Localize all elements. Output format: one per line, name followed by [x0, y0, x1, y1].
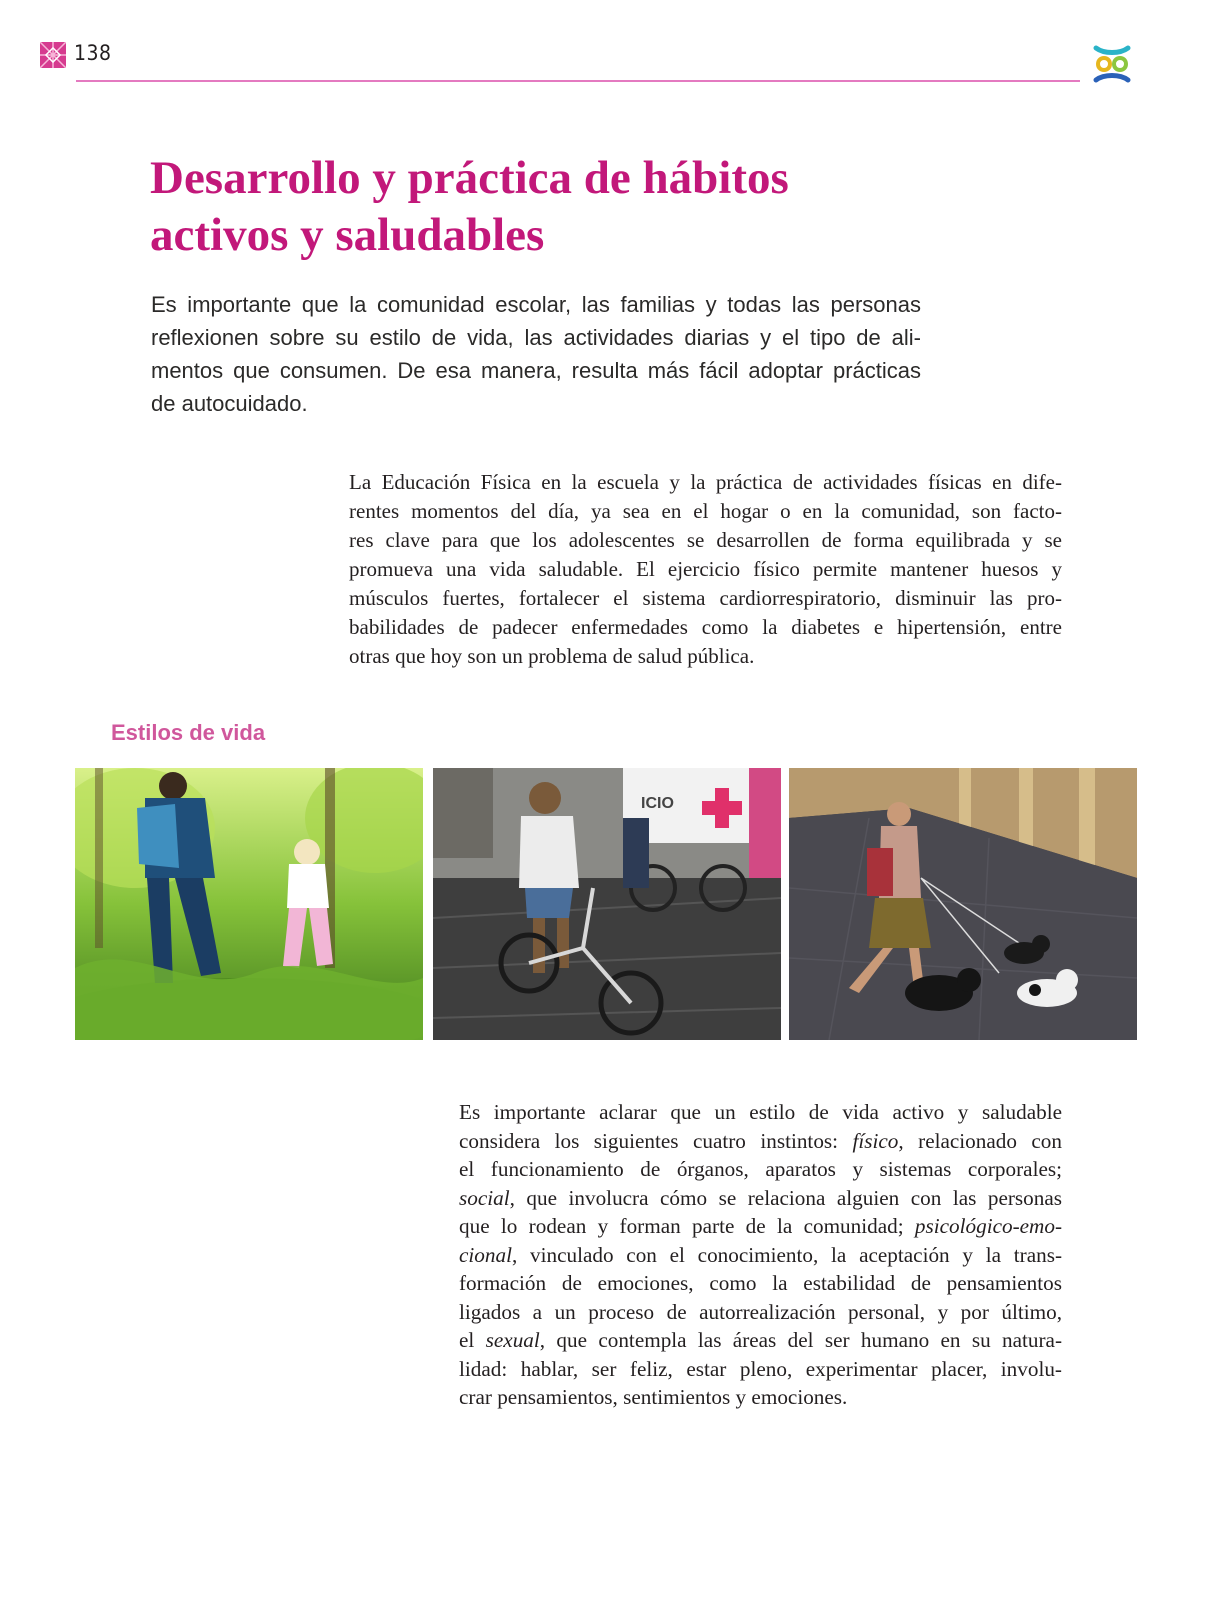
- section-heading: Estilos de vida: [111, 720, 266, 745]
- text-run: formación de emociones, como la estabilidad de pensamientos: [459, 1271, 1062, 1295]
- intro-line: mentos que consumen. De esa manera, resulta más fácil adoptar prácticas: [151, 358, 921, 383]
- event-sign-text: ICIO: [641, 795, 674, 812]
- text-run: crar pensamientos, sentimientos y emociones.: [459, 1385, 848, 1409]
- body-line: [459, 1155, 1062, 1184]
- text-run: lidad: hablar, ser feliz, estar pleno, experimentar placer, involu-: [459, 1356, 1062, 1381]
- text-run: , que contempla las áreas del ser humano en su natura-: [539, 1328, 1062, 1352]
- intro-line: de autocuidado.: [151, 391, 308, 416]
- intro-line: reflexionen sobre su estilo de vida, las actividades diarias y el tipo de ali-: [151, 325, 921, 350]
- text-run: ligados a un proceso de autorrealización personal, y por último,: [459, 1299, 1062, 1324]
- page-title-line: Desarrollo y práctica de hábitos: [150, 152, 789, 204]
- emphasis-psychological: psicológico-emo-: [914, 1214, 1062, 1238]
- body-line: músculos fuertes, fortalecer el sistema cardiorrespiratorio, disminuir las pro-: [349, 586, 1062, 610]
- text-run: el funcionamiento de órganos, aparatos y sistemas corporales;: [459, 1157, 1062, 1181]
- body-line: [459, 1098, 1062, 1127]
- emphasis-physical: físico: [852, 1128, 899, 1153]
- body-line: rentes momentos del día, ya sea en el hogar o en la comunidad, son facto-: [349, 499, 1062, 523]
- body-line: [459, 1212, 1062, 1241]
- photo-cycling-event: [433, 768, 781, 1040]
- body-line: [459, 1326, 1062, 1355]
- body-line: [459, 1383, 1062, 1412]
- intro-line: Es importante que la comunidad escolar, las familias y todas las personas: [151, 292, 921, 317]
- text-run: el: [459, 1328, 486, 1352]
- body-line: [459, 1127, 1062, 1156]
- body-line: otras que hoy son un problema de salud pública.: [349, 644, 755, 668]
- body-paragraph-four-instincts: [459, 1098, 1062, 1412]
- photo-forest-hike: [75, 768, 423, 1040]
- photo-dog-walker: [789, 768, 1137, 1040]
- header-rule: [76, 80, 1080, 82]
- body-line: La Educación Física en la escuela y la práctica de actividades físicas en dife-: [349, 470, 1062, 494]
- body-paragraph-physical-education: [349, 468, 1062, 671]
- text-run: , que involucra cómo se relaciona alguien con las personas: [509, 1185, 1062, 1210]
- text-run: que lo rodean y forman parte de la comunidad;: [459, 1214, 915, 1238]
- text-run: considera los siguientes cuatro instintos:: [459, 1128, 853, 1153]
- page-title: [150, 150, 1050, 264]
- body-line: [459, 1355, 1062, 1384]
- emphasis-sexual: sexual: [485, 1328, 540, 1352]
- text-run: , vinculado con el conocimiento, la aceptación y la trans-: [511, 1242, 1062, 1267]
- text-run: Es importante aclarar que un estilo de vida activo y saludable: [459, 1100, 1062, 1124]
- emphasis-social: social: [459, 1185, 510, 1210]
- pink-pattern-icon: [40, 42, 66, 68]
- body-line: res clave para que los adolescentes se desarrollen de forma equilibrada y se: [349, 528, 1062, 552]
- intro-paragraph: [151, 288, 921, 420]
- body-line: [459, 1184, 1062, 1213]
- interlocking-shapes-logo-icon: [1088, 40, 1136, 88]
- body-line: [459, 1269, 1062, 1298]
- text-run: , relacionado con: [898, 1128, 1062, 1153]
- page-number: 138: [74, 41, 112, 65]
- body-line: babilidades de padecer enfermedades como la diabetes e hipertensión, entre: [349, 615, 1062, 639]
- emphasis-psychological: cional: [459, 1242, 512, 1267]
- body-line: [459, 1298, 1062, 1327]
- body-line: [459, 1241, 1062, 1270]
- body-line: promueva una vida saludable. El ejercicio físico permite mantener huesos y: [349, 557, 1062, 581]
- page-title-line: activos y saludables: [150, 209, 545, 261]
